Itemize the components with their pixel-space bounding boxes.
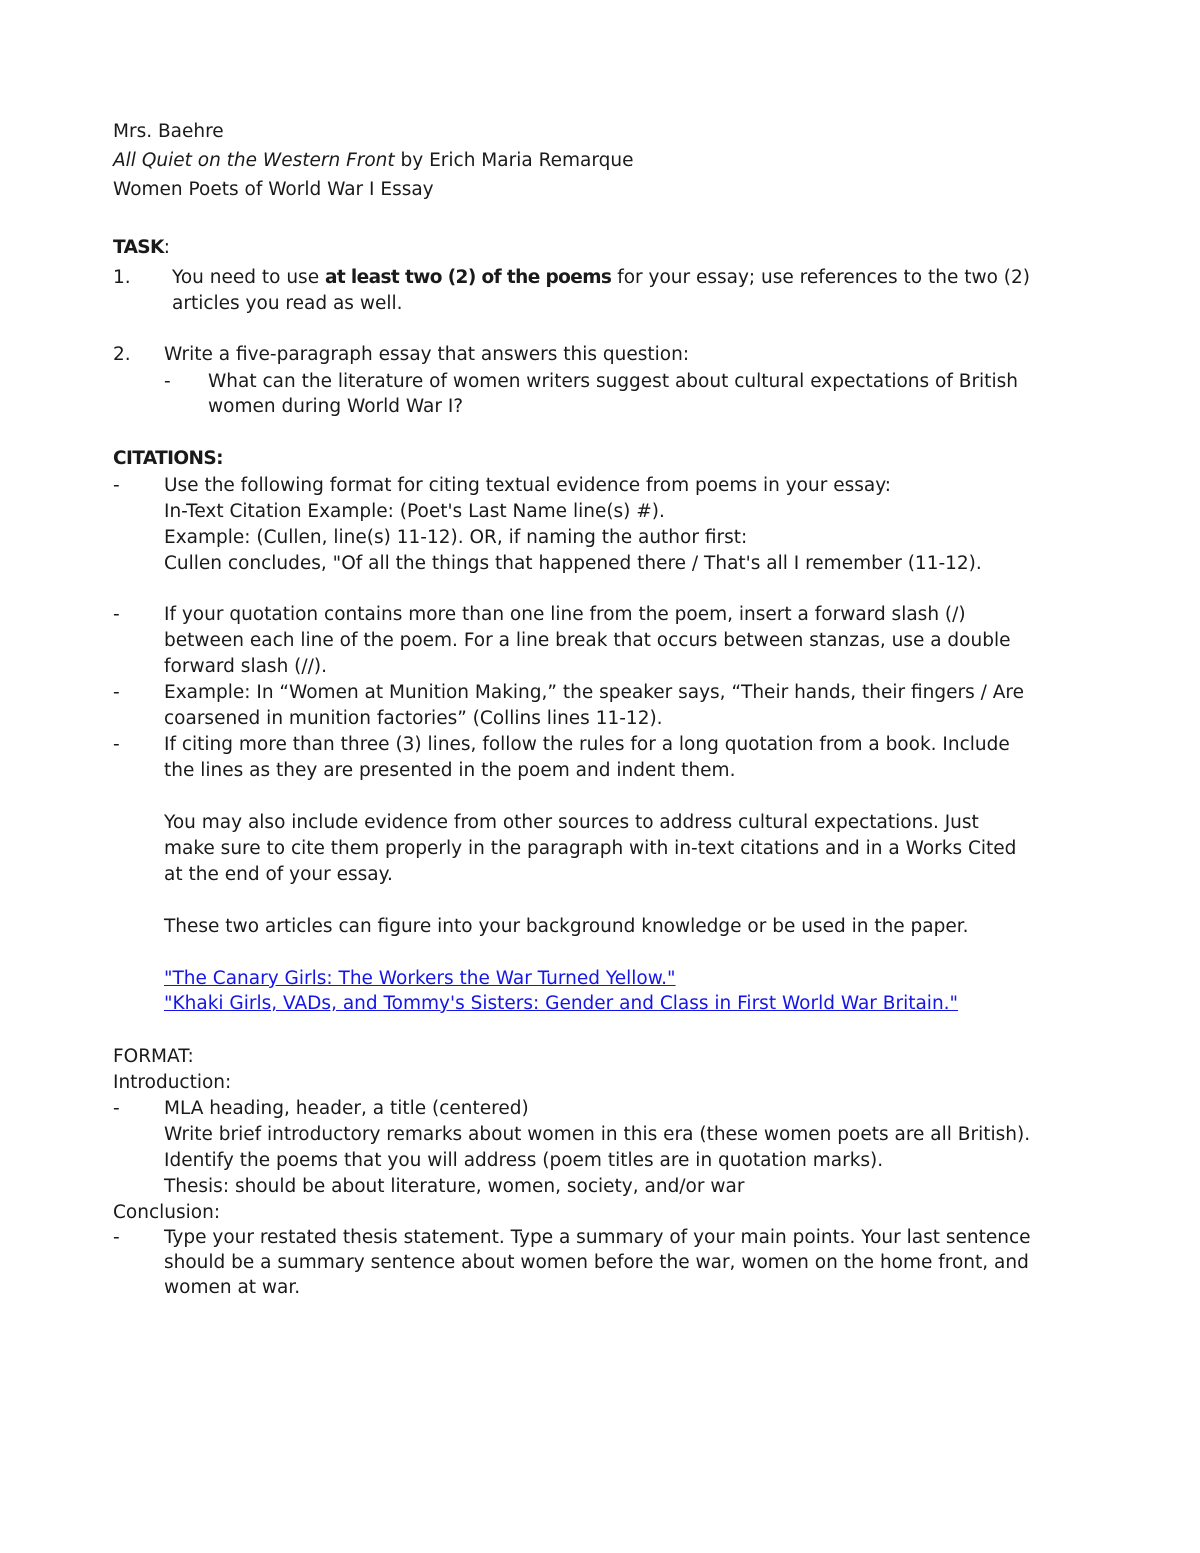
introduction-line2: Write brief introductory remarks about women in this era (these women poets are all British).	[164, 1124, 1031, 1145]
task-item2-text: Write a five-paragraph essay that answers this question:	[164, 344, 690, 365]
conclusion-label: Conclusion:	[113, 1202, 221, 1223]
book-author: by Erich Maria Remarque	[394, 150, 634, 171]
task-question-line1: What can the literature of women writers suggest about cultural expectations of British	[208, 371, 1018, 392]
citations-bullet2-dash: -	[113, 604, 120, 625]
book-line	[113, 149, 633, 173]
citations-bullet1-line4: Cullen concludes, "Of all the things that happened there / That's all I remember (11-12).	[164, 553, 982, 574]
citations-para2: These two articles can figure into your background knowledge or be used in the paper.	[164, 916, 969, 937]
introduction-line1: MLA heading, header, a title (centered)	[164, 1098, 529, 1119]
task-heading: TASK:	[113, 237, 170, 258]
citations-bullet1-line3: Example: (Cullen, line(s) 11-12). OR, if naming the author first:	[164, 527, 748, 548]
conclusion-line1: Type your restated thesis statement. Type a summary of your main points. Your last sentence	[164, 1227, 1031, 1248]
introduction-dash: -	[113, 1098, 120, 1119]
task-question-dash: -	[164, 371, 171, 392]
citations-bullet2-line2: between each line of the poem. For a line break that occurs between stanzas, use a double	[164, 630, 1011, 651]
khaki-girls-link[interactable]: "Khaki Girls, VADs, and Tommy's Sisters: Gender and Class in First World War Britain."	[164, 993, 959, 1014]
task-item2-number: 2.	[113, 344, 131, 365]
citations-bullet2-line3: forward slash (//).	[164, 656, 327, 677]
introduction-line4: Thesis: should be about literature, women, society, and/or war	[164, 1176, 745, 1197]
task-question-line2: women during World War I?	[208, 396, 464, 417]
citations-heading: CITATIONS:	[113, 448, 223, 469]
book-title: All Quiet on the Western Front	[113, 150, 395, 171]
citations-bullet3-dash: -	[113, 682, 120, 703]
citations-bullet3-line1: Example: In “Women at Munition Making,” the speaker says, “Their hands, their fingers / Are	[164, 682, 1024, 703]
format-heading: FORMAT:	[113, 1046, 194, 1067]
introduction-line3: Identify the poems that you will address (poem titles are in quotation marks).	[164, 1150, 884, 1171]
task-item1-line2: articles you read as well.	[172, 293, 403, 314]
citations-bullet4-line2: the lines as they are presented in the poem and indent them.	[164, 760, 736, 781]
conclusion-line2: should be a summary sentence about women before the war, women on the home front, and	[164, 1252, 1029, 1273]
conclusion-dash: -	[113, 1227, 120, 1248]
task-item1-emphasis: at least two (2) of the poems	[324, 267, 612, 288]
canary-girls-link[interactable]: "The Canary Girls: The Workers the War Turned Yellow."	[164, 968, 676, 989]
citations-para1-line1: You may also include evidence from other sources to address cultural expectations. Just	[164, 812, 979, 833]
citations-bullet3-line2: coarsened in munition factories” (Collins lines 11-12).	[164, 708, 663, 729]
citations-bullet2-line1: If your quotation contains more than one line from the poem, insert a forward slash (/)	[164, 604, 966, 625]
assignment-title: Women Poets of World War I Essay	[113, 179, 434, 200]
introduction-label: Introduction:	[113, 1072, 232, 1093]
citations-para1-line2: make sure to cite them properly in the paragraph with in-text citations and in a Works Cited	[164, 838, 1017, 859]
citations-bullet4-dash: -	[113, 734, 120, 755]
teacher-name: Mrs. Baehre	[113, 121, 224, 142]
citations-bullet4-line1: If citing more than three (3) lines, follow the rules for a long quotation from a book. Include	[164, 734, 1010, 755]
task-item1-number: 1.	[113, 267, 131, 288]
conclusion-line3: women at war.	[164, 1277, 301, 1298]
citations-para1-line3: at the end of your essay.	[164, 864, 393, 885]
citations-bullet1-line1: Use the following format for citing textual evidence from poems in your essay:	[164, 475, 892, 496]
task-item1-line1: You need to use at least two (2) of the poems for your essay; use references to the two (2)	[172, 267, 1031, 288]
citations-bullet1-line2: In-Text Citation Example: (Poet's Last Name line(s) #).	[164, 501, 665, 522]
citations-bullet1-dash: -	[113, 475, 120, 496]
